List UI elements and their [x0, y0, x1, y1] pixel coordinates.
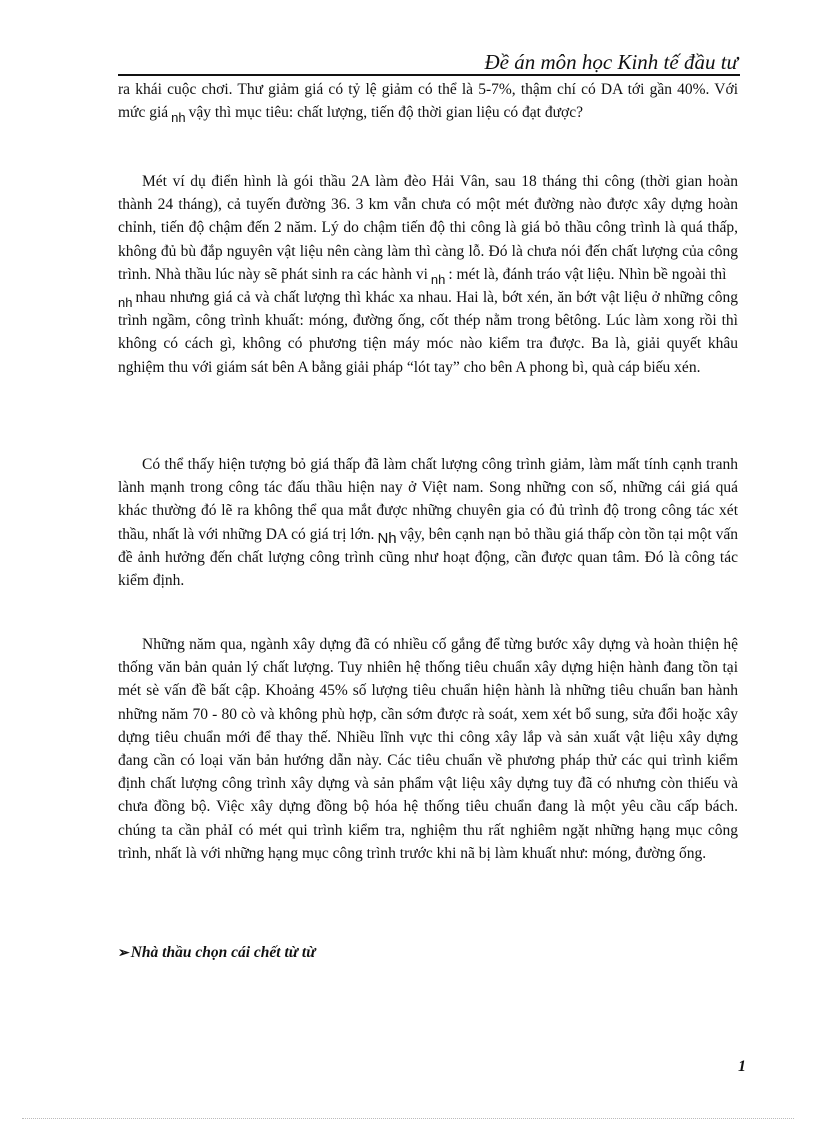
paragraph-1 — [118, 78, 738, 124]
paragraph-2-text-c: nhau nhưng giá cả và chất lượng thì khác xa nhau. Hai là, bớt xén, ăn bớt vật liệu ở những công trình ngầm, công trình khuất: móng, đường ống, cốt thép nằm trong bêtông. Lúc làm xong rồi thì không có cách gì, không có phương tiện máy móc nào kiểm tra được. Ba là, giải quyết khâu nghiệm thu với giám sát bên A bằng giải pháp “lót tay” cho bên A phong bì, quà cáp biếu xén. — [118, 289, 738, 376]
section-heading-text: Nhà thầu chọn cái chết từ từ — [130, 944, 316, 961]
arrow-bullet-icon: ➢ — [118, 946, 130, 961]
paragraph-2 — [118, 170, 738, 379]
paragraph-3-fragment: Nh — [377, 529, 397, 547]
paragraph-1-text-a: ra khái cuộc chơi. Thư giảm giá có tỷ lệ giảm có thể là 5-7%, thậm chí có DA tới gần 40%. Với mức giá — [118, 81, 738, 122]
paragraph-3-text-b: vậy, bên cạnh nạn bỏ thầu giá thấp còn tồn tại một vấn đề ảnh hưởng đến chất lượng công trình cũng như hoạt động, cần được quan tâm. Đó là công tác kiểm định. — [118, 525, 738, 590]
paragraph-2-fragment-2: nh — [118, 295, 133, 311]
page-number: 1 — [738, 1058, 746, 1075]
paragraph-3 — [118, 453, 738, 592]
page-header — [118, 50, 740, 76]
paragraph-1-text-b: vậy thì mục tiêu: chất lượng, tiến độ thời gian liệu có đạt được? — [188, 104, 583, 122]
footer-divider — [22, 1118, 794, 1119]
paragraph-4 — [118, 633, 738, 865]
section-heading — [118, 944, 316, 962]
paragraph-2-text-a: Mét ví dụ điển hình là gói thầu 2A làm đèo Hải Vân, sau 18 tháng thi công (thời gian hoàn thành 24 tháng), cả tuyến đường 36. 3 km vẫn chưa có một mét đường nào được xây dựng hoàn chỉnh, tiến độ chậm đến 2 năm. Lý do chậm tiến độ thi công là giá bỏ thầu công trình là quá thấp, không đủ bù đắp nguyên vật liệu nên càng làm thì càng lỗ. Đó là chưa nói đến chất lượng của công trình. Nhà thầu lúc này sẽ phát sinh ra các hành vi — [118, 173, 738, 283]
paragraph-1-fragment: nh — [171, 110, 186, 126]
paragraph-3-text-a: Có thể thấy hiện tượng bỏ giá thấp đã làm chất lượng công trình giảm, làm mất tính cạnh tranh lành mạnh trong công tác đấu thầu hiện nay ở Việt nam. Song những con số, những cái giá quá khác thường đó lẽ ra không thể qua mắt được những chuyên gia có đủ trình độ trong công tác xét thầu, nhất là với những DA có giá trị lớn. — [118, 456, 738, 543]
header-title: Đề án môn học Kinh tế đầu tư — [484, 50, 738, 74]
paragraph-2-text-b: : mét là, đánh tráo vật liệu. Nhìn bề ngoài thì — [448, 265, 727, 283]
paragraph-4-text: Những năm qua, ngành xây dựng đã có nhiều cố gắng để từng bước xây dựng và hoàn thiện hệ thống văn bản quản lý chất lượng. Tuy nhiên hệ thống tiêu chuẩn xây dựng hiện hành đang tồn tại mét sè vấn đề bất cập. Khoảng 45% số lượng tiêu chuẩn hiện hành là những tiêu chuẩn ban hành những năm 70 - 80 cò và không phù hợp, cần sớm được rà soát, xem xét bổ sung, sửa đổi hoặc xây dựng tiêu chuẩn mới để thay thế. Nhiều lĩnh vực thi công xây lắp và sản xuất vật liệu xây dựng đang cần có loại văn bản hướng dẫn này. Các tiêu chuẩn về phương pháp thử các qui trình kiểm định chất lượng công trình xây dựng và sản phẩm vật liệu xây dựng tuy đã có nhưng còn thiếu và chưa đồng bộ. Việc xây dựng đồng bộ hóa hệ thống tiêu chuẩn đang là một yêu cầu cấp bách. chúng ta cần phảI có mét qui trình kiểm tra, nghiệm thu rất nghiêm ngặt những hạng mục công trình, nhất là với những hạng mục công trình trước khi nã bị làm khuất như: móng, đường ống. — [118, 636, 738, 862]
paragraph-2-fragment-1: nh — [430, 271, 446, 287]
